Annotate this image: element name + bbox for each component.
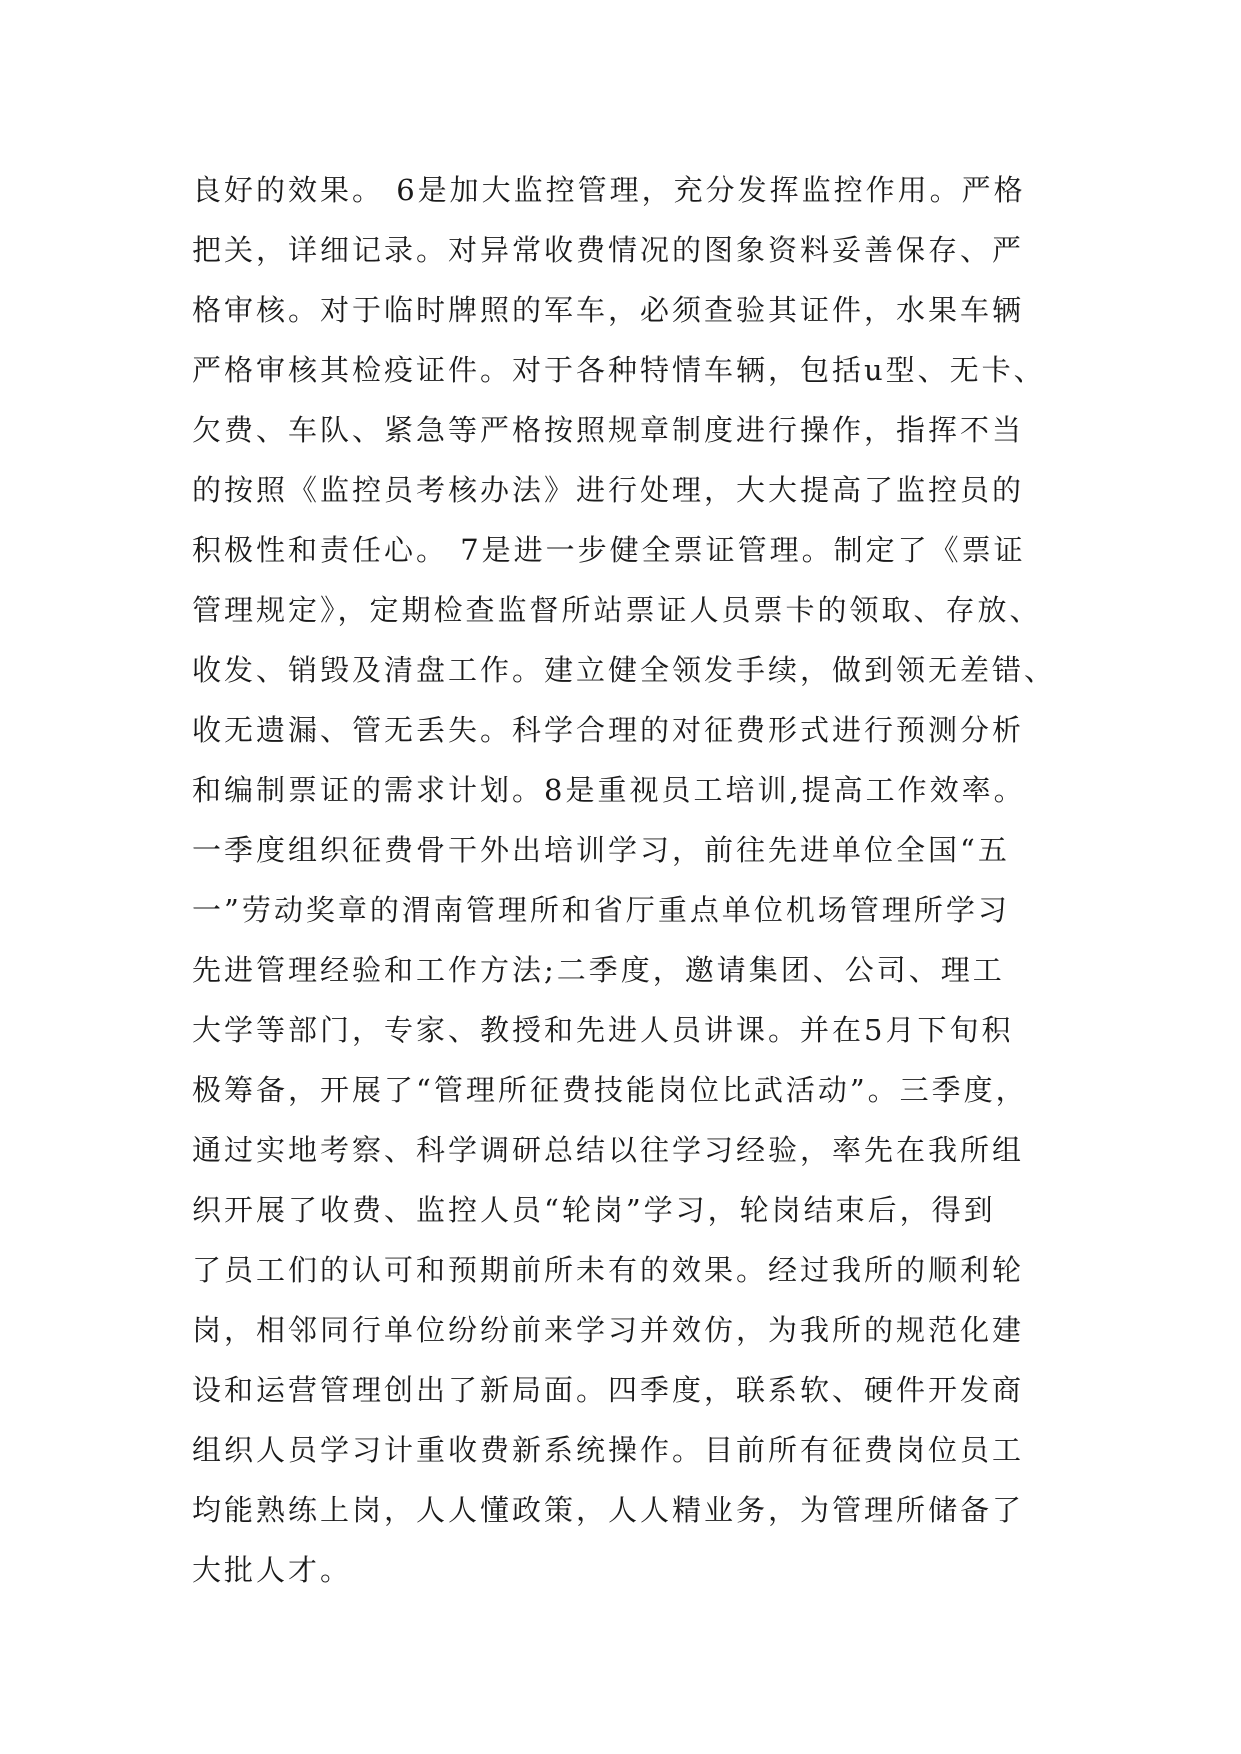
text-line: 积极性和责任心。 7是进一步健全票证管理。制定了《票证 [192, 533, 1026, 567]
text-line: 严格审核其检疫证件。对于各种特情车辆，包括u型、无卡、 [192, 353, 1046, 387]
text-line: 一季度组织征费骨干外出培训学习，前往先进单位全国“五 [192, 833, 1010, 867]
text-line: 一”劳动奖章的渭南管理所和省厅重点单位机场管理所学习 [192, 893, 1010, 927]
text-line: 收发、销毁及清盘工作。建立健全领发手续，做到领无差错、 [192, 653, 1057, 687]
text-line: 的按照《监控员考核办法》进行处理，大大提高了监控员的 [192, 473, 1025, 507]
text-line: 先进管理经验和工作方法;二季度，邀请集团、公司、理工 [192, 953, 1005, 987]
text-line: 欠费、车队、紧急等严格按照规章制度进行操作，指挥不当 [192, 413, 1025, 447]
text-line: 大批人才。 [192, 1553, 353, 1587]
text-line: 良好的效果。 6是加大监控管理，充分发挥监控作用。严格 [192, 173, 1026, 207]
text-line: 岗，相邻同行单位纷纷前来学习并效仿，为我所的规范化建 [192, 1313, 1025, 1347]
text-line: 大学等部门，专家、教授和先进人员讲课。并在5月下旬积 [192, 1013, 1014, 1047]
text-line: 管理规定》，定期检查监督所站票证人员票卡的领取、存放、 [192, 593, 1042, 627]
body-text [192, 160, 1072, 1600]
text-line: 格审核。对于临时牌照的军车，必须查验其证件，水果车辆 [192, 293, 1025, 327]
text-line: 通过实地考察、科学调研总结以往学习经验，率先在我所组 [192, 1133, 1025, 1167]
text-line: 均能熟练上岗，人人懂政策，人人精业务，为管理所储备了 [192, 1493, 1025, 1527]
text-line: 组织人员学习计重收费新系统操作。目前所有征费岗位员工 [192, 1433, 1025, 1467]
text-line: 了员工们的认可和预期前所未有的效果。经过我所的顺利轮 [192, 1253, 1025, 1287]
text-line: 织开展了收费、监控人员“轮岗”学习，轮岗结束后，得到 [192, 1193, 996, 1227]
text-line: 极筹备，开展了“管理所征费技能岗位比武活动”。三季度， [192, 1073, 1028, 1107]
text-line: 把关，详细记录。对异常收费情况的图象资料妥善保存、严 [192, 233, 1025, 267]
text-line: 收无遗漏、管无丢失。科学合理的对征费形式进行预测分析 [192, 713, 1025, 747]
text-line: 设和运营管理创出了新局面。四季度，联系软、硬件开发商 [192, 1373, 1025, 1407]
text-line: 和编制票证的需求计划。8是重视员工培训,提高工作效率。 [192, 773, 1026, 807]
